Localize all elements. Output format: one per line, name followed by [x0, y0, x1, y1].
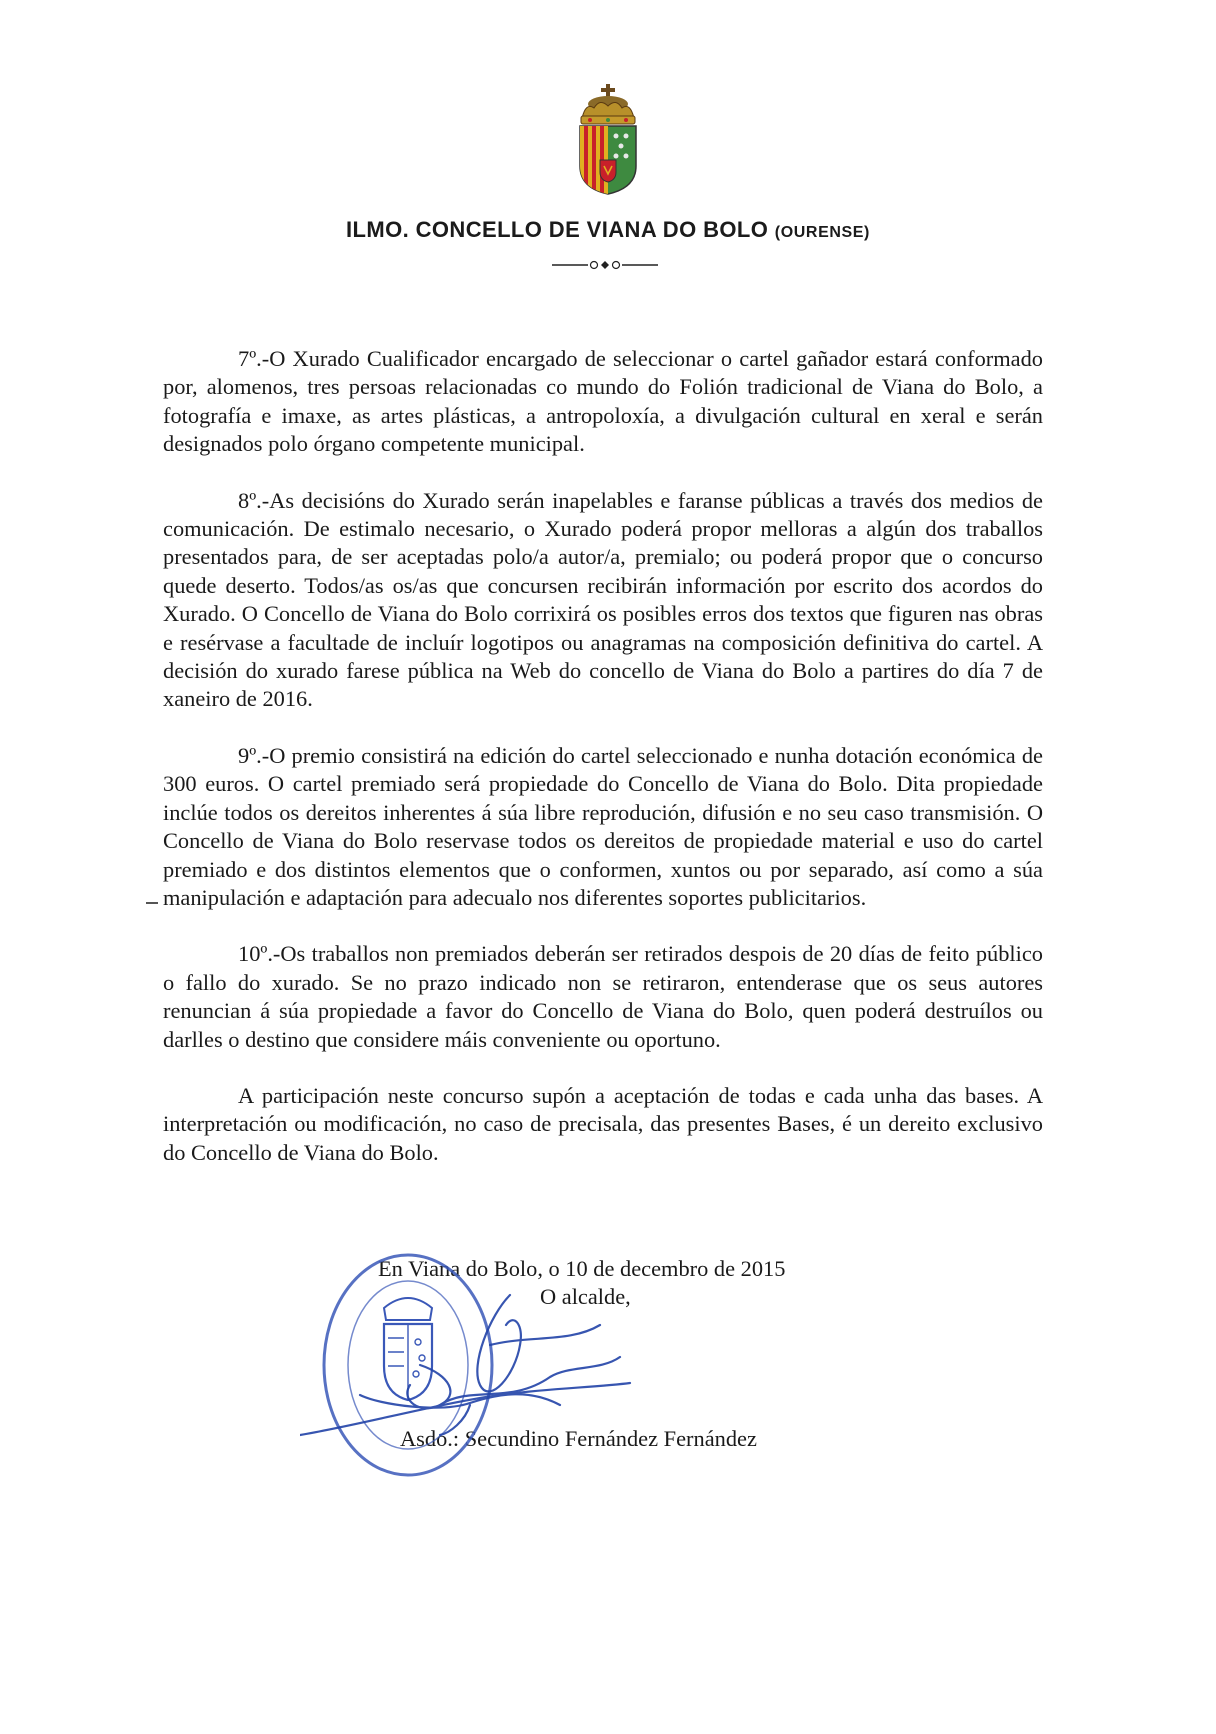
paragraph-article-10: 10º.-Os traballos non premiados deberán ser retirados despois de 20 días de feito público o fallo do xurado. Se no prazo indicado non se retiraron, entenderase que os seus autores renuncian á súa propiedade a favor do Concello de Viana do Bolo, quen poderá destruílos ou darlles o destino que considere máis conveniente ou oportuno.: [163, 941, 1043, 1052]
signatory-role: O alcalde,: [540, 1284, 631, 1310]
paragraph-article-9: 9º.-O premio consistirá na edición do cartel seleccionado e nunha dotación económica de 300 euros. O cartel premiado será propiedade do Concello de Viana do Bolo. Dita propiedade inclúe todos os dereitos inherentes á súa libre reprodución, difusión e no seu caso transmisión. O Concello de Viana do Bolo reservase todos os dereitos de propiedade material e uso do cartel premiado e dos distintos elementos que o conformen, xuntos ou por separado, así como a súa manipulación e adaptación para adecualo nos diferentes soportes publicitarios.: [163, 742, 1043, 910]
paragraph-article-8: 8º.-As decisións do Xurado serán inapelables e faranse públicas a través dos medios de comunicación. De estimalo necesario, o Xurado poderá propor melloras a algún dos traballos presentados para, de ser aceptadas polo/a autor/a, premialo; ou poderá propor que o concurso quede deserto. Todos/as os/as que concursen recibirán información por escrito dos acordos do Xurado. O Concello de Viana do Bolo corrixirá os posibles erros dos textos que figuren nas obras e resérvase a facultade de incluír logotipos ou anagramas na composición definitiva do cartel. A decisión do xurado farese pública na Web do concello de Viana do Bolo a partires do día 7 de xaneiro de 2016.: [163, 487, 1043, 712]
margin-mark: [146, 902, 158, 904]
page-title: [0, 217, 1216, 243]
title-main: ILMO. CONCELLO DE VIANA DO BOLO: [346, 217, 769, 242]
document-body: [163, 345, 1043, 1195]
paragraph-acceptance: A participación neste concurso supón a aceptación de todas e cada unha das bases. A interpretación ou modificación, no caso de precisala, das presentes Bases, é un dereito exclusivo do Concello de Viana do Bolo.: [163, 1082, 1043, 1165]
title-province: (OURENSE): [774, 224, 870, 241]
divider-ornament-icon: [552, 258, 658, 272]
handwritten-signature-icon: [300, 1285, 680, 1455]
municipal-coat-of-arms-icon: [572, 84, 644, 196]
paragraph-article-7: 7º.-O Xurado Cualificador encargado de seleccionar o cartel gañador estará conformado por, alomenos, tres persoas relacionadas co mundo do Folión tradicional de Viana do Bolo, a fotografía e imaxe, as artes plásticas, a antropoloxía, a divulgación cultural en xeral e serán designados polo órgano competente municipal.: [163, 346, 1043, 457]
signatory-name: Asdo.: Secundino Fernández Fernández: [400, 1425, 757, 1451]
place-date: En Viana do Bolo, o 10 de decembro de 2015: [378, 1256, 786, 1281]
